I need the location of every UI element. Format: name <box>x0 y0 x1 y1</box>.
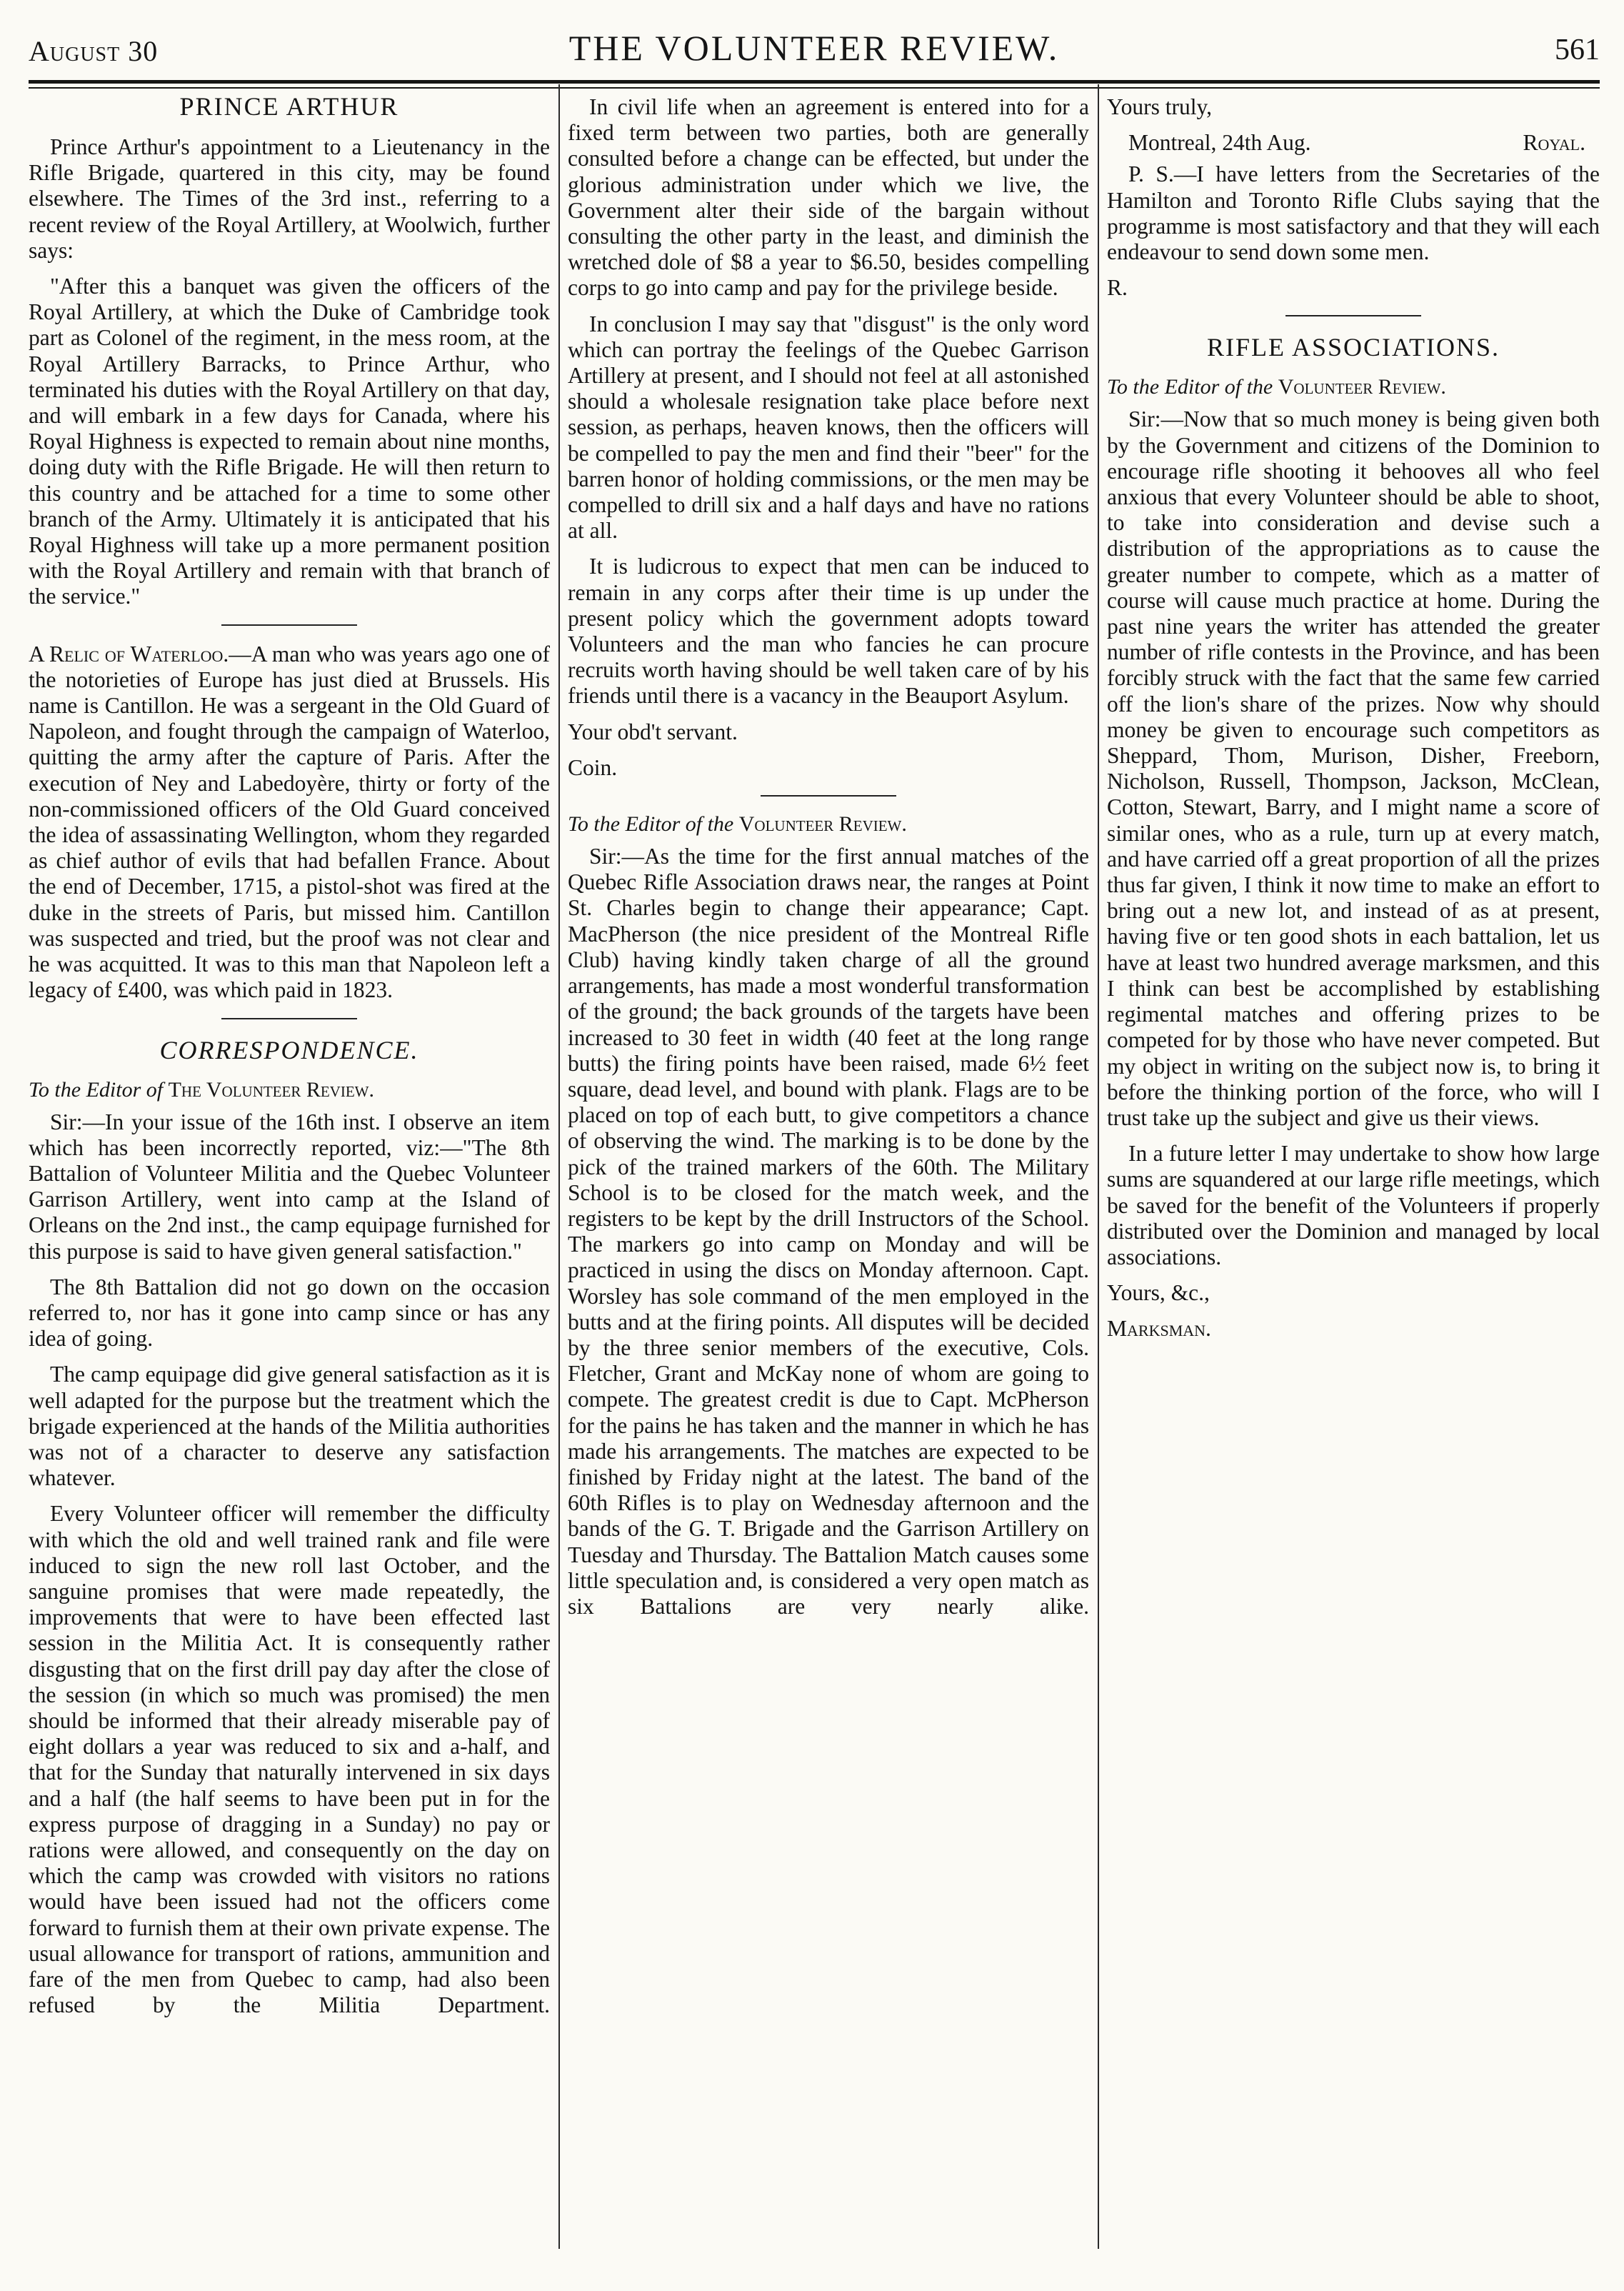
column-1 <box>29 84 550 2249</box>
page-number: 561 <box>1555 34 1600 66</box>
page-header <box>29 27 1600 79</box>
rifle-associations-title: RIFLE ASSOCIATIONS. <box>1206 333 1500 362</box>
column-divider <box>558 84 560 2249</box>
column-2 <box>568 84 1089 2249</box>
column-3 <box>1107 84 1600 2249</box>
postscript-signature: R. <box>1107 275 1128 301</box>
column-divider <box>1098 84 1099 2249</box>
section-rule <box>1285 315 1421 316</box>
letter1-paragraph: Sir:—In your issue of the 16th inst. I observe an item which has been incorrectly reported, viz:—"The 8th Battalion of Volunteer Militia and the Quebec Volunteer Garrison Artillery, went into camp at the Island of Orleans on the 2nd inst., the camp equipage furnished for this purpose is said to have given general satisfaction." <box>29 1109 550 1264</box>
header-title: THE VOLUNTEER REVIEW. <box>568 28 1060 68</box>
waterloo-article <box>29 642 550 1004</box>
letter1-paragraph: In civil life when an agreement is entered into for a fixed term between two parties, both are generally consulted before a change can be effected, but under the glorious administration under which we live, the Government alter their side of the bargain without consulting the other party in the least, and diminish the wretched dole of $8 a year to $6.50, besides compelling corps to go into camp and pay for the privilege beside. <box>568 94 1089 301</box>
rifle-paragraph: Sir:—Now that so much money is being given both by the Government and citizens of the Dominion to encourage rifle shooting it behooves all who feel anxious that every Volunteer should be able to shoot, to take into consideration and devise such a distribution of the appropriations as to cause the greater number to compete, which as a matter of course will cause much practice at home. During the past nine years the writer has attended the greater number of rifle contests in the Province, and has been forcibly struck with the fact that the same few carried off the lion's share of the prizes. Now why should money be given to encourage such competitors as Sheppard, Thom, Murison, Disher, Freeborn, Nicholson, Russell, Thompson, Jackson, McClean, Cotton, Stewart, Barry, and I might name a score of similar ones, who as a rule, turn up at every match, and have carried off a great proportion of all the prizes thus far given, I think it now time to make an effort to bring out a new lot, and instead of as at present, having five or ten good shots in each battalion, let us have at least two hundred average marksmen, and this I think can best be accomplished by establishing regimental matches and offering prizes to be competed for by those who have never competed. But my object in writing on the subject now is, to bring it before the thinking portion of the force, who will I trust take up the subject and give us their views. <box>1107 406 1600 1130</box>
letter2-address: To the Editor of the Volunteer Review. <box>568 812 907 837</box>
letter1-address: To the Editor of The Volunteer Review. <box>29 1077 374 1102</box>
section-rule <box>221 1018 357 1019</box>
letter2-closing: Yours truly, <box>1107 94 1213 119</box>
prince-arthur-title: PRINCE ARTHUR <box>179 92 399 121</box>
header-date: August 30 <box>29 35 159 67</box>
waterloo-text: —A man who was years ago one of the notorieties of Europe has just died at Brussels. His name is Cantillon. He was a sergeant in the Old Guard of Napoleon, and fought through the campaign of Waterloo, quitting the army after the capture of Paris. After the execution of Ney and Labedoyère, thirty or forty of the non-commissioned officers of the Old Guard conceived the idea of assassinating Wellington, whom they regarded as chief author of evils that had befallen France. About the end of December, 1715, a pistol-shot was fired at the duke in the streets of Paris, but missed him. Cantillon was suspected and tried, but the proof was not clear and he was acquitted. It was to this man that Napoleon left a legacy of £400, was which paid in 1823. <box>29 641 550 1003</box>
rifle-paragraph: In a future letter I may undertake to show how large sums are squandered at our large rifle meetings, which be saved for the benefit of the Volunteers if properly distributed over the Dominion and managed by local associations. <box>1107 1141 1600 1269</box>
letter1-flow-head: Every Volunteer officer will remember the difficulty with which the old and well trained rank and file were induced to sign the new roll last October, and the sanguine promises that were made repeatedly, the improvements that were to have been effected last session in the Militia Act. It is consequently rather disgusting that on the first drill pay day after the close of the session (in which so much was promised) the men should be informed that their already miserable pay of eight dollars a year was reduced to six and a-half, and that for the Sunday that naturally intervened in six days and a half (the half seems to have been put in for the express purpose of dragging in a Sunday) no pay or rations were allowed, and consequently on the day on which the camp was crowded with visitors no rations would have been issued had not the officers come forward to furnish them at their own private expense. The usual allowance for transport of rations, ammunition and fare of the men from Quebec to camp, had also been refused by the Militia Department. <box>29 1501 550 2018</box>
section-rule <box>761 795 896 797</box>
section-rule <box>221 624 357 626</box>
letter1-closing: Your obd't servant. <box>568 719 738 744</box>
rifle-address: To the Editor of the Volunteer Review. <box>1107 375 1446 399</box>
letter1-signature: Coin. <box>568 754 618 780</box>
prince-arthur-intro: Prince Arthur's appointment to a Lieutenancy in the Rifle Brigade, quartered in this city, may be found elsewhere. The Times of the 3rd inst., referring to a recent review of the Royal Artillery, at Woolwich, further says: <box>29 134 550 263</box>
waterloo-lead: A Relic of Waterloo. <box>29 641 229 667</box>
letter1-paragraph: The 8th Battalion did not go down on the occasion referred to, nor has it gone into camp since or has any idea of going. <box>29 1274 550 1352</box>
letter2-postscript: P. S.—I have letters from the Secretaries of the Hamilton and Toronto Rifle Clubs saying that the programme is most satisfactory and that they will each endeavour to send down some men. <box>1107 161 1600 265</box>
letter1-paragraph: In conclusion I may say that "disgust" is the only word which can portray the feelings of the Quebec Garrison Artillery at present, and I should not feel at all astonished should a wholesale resignation take place before next session, as perhaps, heaven knows, then the officers will be compelled to pay the men and find their "beer" for the barren honor of holding commissions, or the men may be compelled to drill six and a half days and have no rations at all. <box>568 311 1089 544</box>
letter2-flow-head: Sir:—As the time for the first annual matches of the Quebec Rifle Association draws near, the ranges at Point St. Charles begin to change their appearance; Capt. MacPherson (the nice president of the Montreal Rifle Club) having kindly taken charge of all the ground arrangements, has made a most wonderful transformation of the ground; the back grounds of the targets have been increased to 30 feet in width (40 feet at the long range butts) the firing points have been raised, made 6½ feet square, dead level, and bound with plank. Flags are to be placed on top of each butt, to give competitors a chance of observing the wind. The marking is to be done by the pick of the trained markers of the 60th. The Military School is to be closed for the match week, and the registers to be kept by the drill Instructors of the School. The markers go into camp on Monday and will be practiced in using the discs on Monday afternoon. Capt. Worsley has sole command of the men employed in the butts and at the firing points. All disputes will be decided by the three senior members of the executive, Cols. Fletcher, Grant and McKay none of whom are going to compete. The greatest credit is due to Capt. McPherson for the pains he has taken and the manner in which he has made his arrangements. The matches are expected to be finished by Friday night at the latest. The band of the 60th Rifles is to play on Wednesday afternoon and the bands of the G. T. Brigade and the Garrison Artillery on Tuesday and Thursday. The Battalion Match causes some little speculation and, is considered a very open match as six Battalions are very nearly alike. <box>568 844 1089 1619</box>
prince-arthur-quote: "After this a banquet was given the officers of the Royal Artillery, at which the Duke of Cambridge took part as Colonel of the regiment, in the mess room, at the Royal Artillery Barracks, to Prince Arthur, who terminated his duties with the Royal Artillery on that day, and will embark in a few days for Canada, where his Royal Highness is expected to remain about nine months, doing duty with the Rifle Brigade. He will then return to this country and be attached for a time to some other branch of the Army. Ultimately it is anticipated that his Royal Highness will take up a more permanent position with the Royal Artillery and remain with that branch of the service." <box>29 274 550 609</box>
correspondence-title: CORRESPONDENCE. <box>159 1035 419 1064</box>
rifle-closing: Yours, &c., <box>1107 1280 1210 1306</box>
rifle-signature: Marksman. <box>1107 1316 1211 1342</box>
letter1-paragraph: The camp equipage did give general satisfaction as it is well adapted for the purpose but the treatment which the brigade experienced at the hands of the Militia authorities was not of a character to deserve any satisfaction whatever. <box>29 1362 550 1491</box>
letter2-dateline: Montreal, 24th Aug. Royal. <box>1128 130 1585 156</box>
letter1-paragraph: It is ludicrous to expect that men can be induced to remain in any corps after their time is up under the present policy which the government adopts toward Volunteers and the man who fancies he can procure recruits worth having should be well taken care of by his friends until there is a vacancy in the Beauport Asylum. <box>568 554 1089 709</box>
